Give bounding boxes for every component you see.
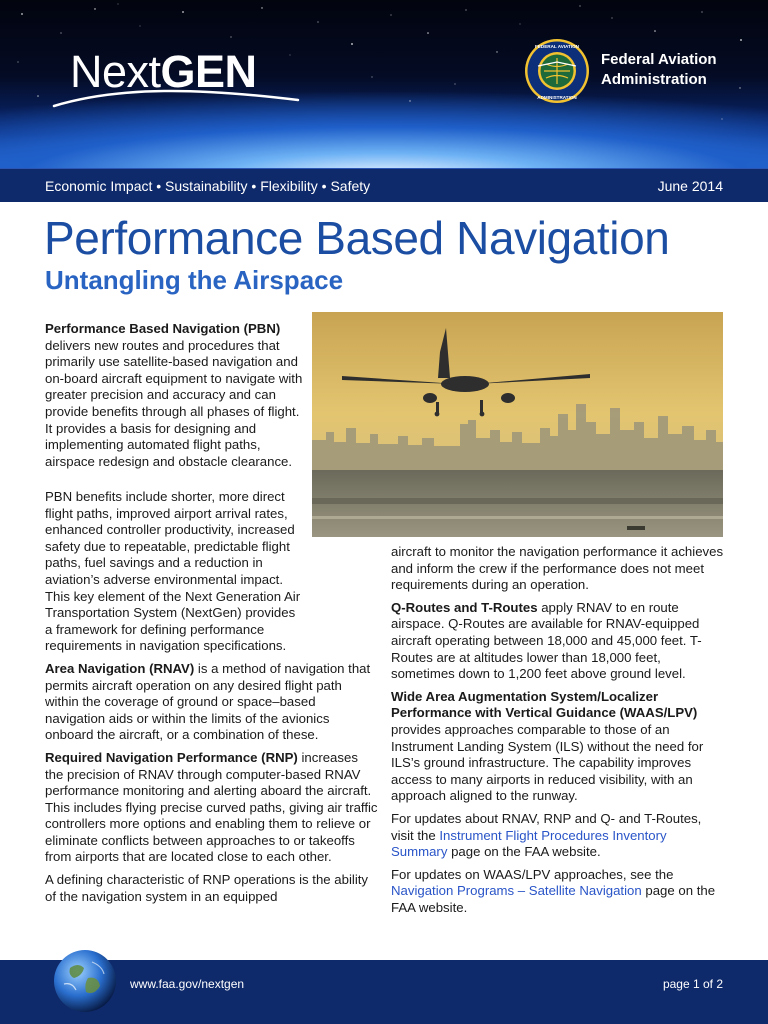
svg-text:ADMINISTRATION: ADMINISTRATION	[537, 95, 577, 100]
page-subtitle: Untangling the Airspace	[45, 265, 344, 295]
logo-wordmark	[70, 46, 257, 98]
agency-line-2: Administration	[601, 71, 707, 88]
continued-paragraph: aircraft to monitor the navigation performance it achieves and inform the crew if the performance does not meet requirements during an operation.	[391, 544, 724, 593]
topic-list: Economic Impact • Sustainability • Flexibility • Safety	[45, 178, 371, 194]
rnp-text: increases the precision of RNAV through computer-based RNAV performance monitoring and alerting aboard the aircraft. This includes flying precise curved paths, giving air traffic controllers more options and enabling them to relieve or eliminate conflicts between approaches to or takeoffs from airports that are located close to each other.	[45, 749, 378, 865]
updates-rnav-pre: For updates about RNAV, RNP and Q- and T-Routes, visit the	[391, 810, 702, 843]
globe-icon	[52, 948, 118, 1014]
qt-routes-paragraph	[391, 600, 725, 683]
logo-suffix: GEN	[160, 46, 257, 97]
header-banner	[0, 0, 768, 168]
ifp-inventory-link[interactable]: Instrument Flight Procedures Inventory Summary	[391, 827, 667, 860]
waas-term: Wide Area Augmentation System/Localizer Performance with Vertical Guidance (WAAS/LPV)	[391, 688, 698, 721]
pbn-text: delivers new routes and procedures that primarily use satellite-based navigation and on-board aircraft equipment to navigate with greater precision and accuracy and can provide benefits through all phases of flight. It provides a basis for designing and implementing automated flight paths, airspace redesign and obstacle clearance.	[45, 337, 303, 469]
page-footer	[0, 960, 768, 1024]
faa-seal-icon	[524, 38, 590, 104]
issue-date: June 2014	[657, 178, 723, 194]
rnav-term: Area Navigation (RNAV)	[45, 660, 195, 676]
defining-paragraph: A defining characteristic of RNP operations is the ability of the navigation system in an equipped	[45, 872, 369, 904]
satellite-navigation-link[interactable]: Navigation Programs – Satellite Navigation	[391, 883, 642, 899]
pbn-intro-paragraph	[45, 321, 303, 476]
updates-waas-post: page on the FAA website.	[391, 883, 716, 915]
page-number: page 1 of 2	[662, 977, 723, 991]
footer-url-link[interactable]: www.faa.gov/nextgen	[130, 977, 245, 991]
updates-waas-paragraph	[391, 867, 725, 917]
logo-prefix: Next	[70, 46, 161, 97]
left-column	[45, 489, 379, 911]
svg-text:FEDERAL AVIATION: FEDERAL AVIATION	[535, 44, 579, 49]
rnp-paragraph	[45, 750, 379, 866]
benefits-paragraph: PBN benefits include shorter, more direct flight paths, improved airport arrival rates, enhanced controller productivity, increased safety due to repeatable, predictable flight paths, fuel savings and a reduction in aviation’s adverse environmental impact. This key element of the Next Generation Air Transportation System (NextGen) provides a framework for defining performance requirements in navigation specifications.	[45, 489, 301, 654]
topic-strip	[0, 168, 768, 202]
waas-paragraph	[391, 689, 725, 805]
agency-name	[601, 50, 717, 90]
updates-rnav-post: page on the FAA website.	[447, 844, 601, 860]
waas-text: provides approaches comparable to those of an Instrument Landing System (ILS) without the need for ILS’s ground infrastructure. The capability improves access to many airports in reduced visibility, with an approach aligned to the runway.	[391, 721, 704, 804]
right-column	[391, 544, 725, 922]
rnav-text: is a method of navigation that permits aircraft operation on any desired flight path within the coverage of ground or space–based navigation aids or within the limits of the avionics onboard the aircraft, or a combination of these.	[45, 660, 371, 743]
qt-routes-term: Q-Routes and T-Routes	[391, 599, 538, 615]
pbn-term: Performance Based Navigation (PBN)	[45, 321, 281, 336]
nextgen-logo	[50, 42, 330, 114]
qt-routes-text: apply RNAV to en route airspace. Q-Routes are available for RNAV-equipped aircraft operating between 18,000 and 45,000 feet. T-Routes are at altitudes lower than 18,000 feet, sometimes down to 1,200 feet above ground level.	[391, 599, 702, 682]
rnp-term: Required Navigation Performance (RNP)	[45, 749, 298, 765]
rnav-paragraph	[45, 661, 379, 744]
updates-waas-pre: For updates on WAAS/LPV approaches, see the	[391, 866, 674, 882]
agency-line-1: Federal Aviation	[601, 51, 717, 68]
updates-rnav-paragraph	[391, 811, 725, 861]
page-title: Performance Based Navigation	[44, 212, 670, 264]
